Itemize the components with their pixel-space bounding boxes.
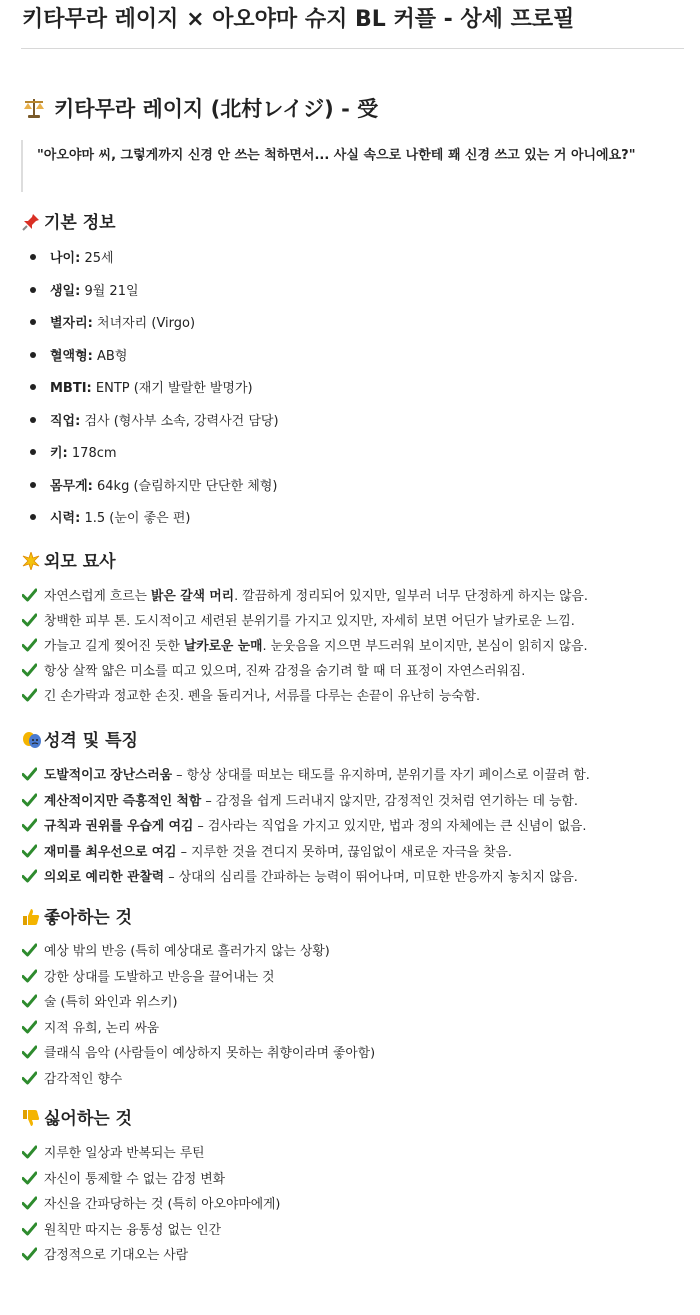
likes-item — [22, 992, 177, 1014]
appearance-text: 창백한 피부 톤. 도시적이고 세련된 분위기를 가지고 있지만, 자세히 보면 어딘가 날카로운 느낌. — [44, 614, 575, 629]
likes-text: 감각적인 향수 — [44, 1071, 123, 1087]
basic-info-value: 검사 (형사부 소속, 강력사건 담당) — [80, 413, 279, 429]
appearance-item — [22, 686, 480, 708]
appearance-text: 자연스럽게 흐르는 — [44, 589, 152, 604]
likes-item — [22, 1069, 122, 1091]
title-divider — [21, 48, 684, 49]
personality-trait: 의외로 예리한 관찰력 — [44, 870, 165, 885]
personality-description: – 감정을 쉽게 드러내지 않지만, 감정적인 것처럼 연기하는 데 능함. — [201, 793, 578, 809]
check-mark-icon — [22, 992, 44, 1014]
appearance-text: 긴 손가락과 정교한 손짓. 펜을 돌리거나, 서류를 다루는 손끝이 유난히 능숙함. — [44, 689, 481, 704]
appearance-heading: 외모 묘사 — [22, 549, 116, 575]
basic-info-item — [30, 508, 190, 530]
thumbs-up-icon — [22, 905, 44, 931]
basic-info-item — [30, 313, 195, 335]
bullet-dot — [30, 384, 36, 390]
personality-item — [22, 791, 578, 813]
personality-trait: 도발적이고 장난스러움 — [44, 768, 173, 783]
personality-description: – 지루한 것을 견디지 못하며, 끊임없이 새로운 자극을 찾음. — [176, 844, 512, 860]
basic-info-label: 시력: — [50, 511, 81, 526]
basic-info-label: 나이: — [50, 251, 81, 266]
pushpin-icon — [22, 210, 44, 236]
likes-item — [22, 1043, 375, 1065]
likes-text: 예상 밖의 반응 (특히 예상대로 흘러가지 않는 상황) — [44, 944, 330, 959]
dislikes-text: 원칙만 따지는 융통성 없는 인간 — [44, 1222, 221, 1238]
likes-heading: 좋아하는 것 — [22, 905, 132, 931]
dislikes-item — [22, 1169, 225, 1191]
balance-scale-icon — [22, 94, 54, 124]
basic-info-item — [30, 378, 253, 400]
check-mark-icon — [22, 661, 44, 683]
check-mark-icon — [22, 611, 44, 633]
likes-text: 술 (특히 와인과 위스키) — [44, 995, 178, 1010]
bullet-dot — [30, 417, 36, 423]
check-mark-icon — [22, 1143, 44, 1165]
basic-info-label: MBTI: — [50, 381, 92, 396]
basic-info-label: 별자리: — [50, 316, 93, 331]
personality-trait: 계산적이지만 즉흥적인 척함 — [44, 793, 202, 809]
check-mark-icon — [22, 1069, 44, 1091]
check-mark-icon — [22, 686, 44, 708]
personality-item — [22, 765, 590, 787]
check-mark-icon — [22, 842, 44, 864]
thumbs-down-icon — [22, 1106, 44, 1132]
basic-info-item — [30, 411, 279, 433]
dislikes-item — [22, 1143, 205, 1165]
check-mark-icon — [22, 765, 44, 787]
personality-description: – 상대의 심리를 간파하는 능력이 뛰어나며, 미묘한 반응까지 놓치지 않음. — [164, 870, 578, 885]
personality-item — [22, 816, 586, 838]
check-mark-icon — [22, 1220, 44, 1242]
personality-heading: 성격 및 특징 — [22, 728, 138, 754]
character-heading-text: 키타무라 레이지 (北村レイジ) - 受 — [54, 97, 379, 121]
dislikes-item — [22, 1245, 188, 1267]
check-mark-icon — [22, 967, 44, 989]
basic-info-value: 25세 — [80, 251, 114, 266]
bullet-dot — [30, 514, 36, 520]
dislikes-text: 지루한 일상과 반복되는 루틴 — [44, 1146, 205, 1161]
likes-text: 지적 유희, 논리 싸움 — [44, 1020, 160, 1036]
basic-info-value: 178cm — [67, 446, 117, 461]
appearance-highlight: 밝은 갈색 머리 — [151, 589, 235, 604]
personality-trait: 재미를 최우선으로 여김 — [44, 844, 177, 860]
basic-info-item — [30, 476, 277, 498]
appearance-text: 항상 살짝 얇은 미소를 띠고 있으며, 진짜 감정을 숨기려 할 때 더 표정이 자연스러워짐. — [44, 664, 526, 679]
basic-info-item — [30, 346, 127, 368]
basic-info-heading: 기본 정보 — [22, 210, 116, 236]
check-mark-icon — [22, 1043, 44, 1065]
check-mark-icon — [22, 586, 44, 608]
basic-info-value: 9월 21일 — [80, 283, 139, 299]
appearance-text: . 깔끔하게 정리되어 있지만, 일부러 너무 단정하게 하지는 않음. — [234, 589, 588, 604]
check-mark-icon — [22, 1245, 44, 1267]
check-mark-icon — [22, 1018, 44, 1040]
likes-item — [22, 1018, 159, 1040]
check-mark-icon — [22, 941, 44, 963]
check-mark-icon — [22, 867, 44, 889]
appearance-highlight: 날카로운 눈매 — [183, 639, 263, 654]
page-title: 키타무라 레이지 × 아오야마 슈지 BL 커플 - 상세 프로필 — [22, 7, 575, 32]
appearance-text: 가늘고 길게 찢어진 듯한 — [44, 639, 184, 654]
basic-info-label: 키: — [50, 446, 68, 461]
basic-info-value: AB형 — [92, 348, 128, 364]
theater-masks-icon — [22, 728, 44, 754]
sparkle-burst-icon — [22, 549, 44, 575]
personality-item — [22, 842, 512, 864]
basic-info-label: 혈액형: — [50, 348, 93, 364]
appearance-item — [22, 661, 525, 683]
personality-trait: 규칙과 권위를 우습게 여김 — [44, 819, 194, 834]
check-mark-icon — [22, 816, 44, 838]
check-mark-icon — [22, 636, 44, 658]
dislikes-text: 자신을 간파당하는 것 (특히 아오야마에게) — [44, 1197, 281, 1212]
basic-info-value: 처녀자리 (Virgo) — [92, 316, 196, 331]
basic-info-value: ENTP (재기 발랄한 발명가) — [91, 381, 253, 396]
likes-text: 클래식 음악 (사람들이 예상하지 못하는 취향이라며 좋아함) — [44, 1046, 376, 1061]
personality-item — [22, 867, 578, 889]
check-mark-icon — [22, 1169, 44, 1191]
likes-item — [22, 941, 330, 963]
character-quote: "아오야마 씨, 그렇게까지 신경 안 쓰는 척하면서... 사실 속으로 나한테 꽤 신경 쓰고 있는 거 아니에요?" — [21, 140, 683, 192]
appearance-item — [22, 611, 575, 633]
character-heading — [22, 94, 692, 124]
basic-info-value: 1.5 (눈이 좋은 편) — [80, 511, 191, 526]
dislikes-item — [22, 1220, 221, 1242]
bullet-dot — [30, 482, 36, 488]
dislikes-heading: 싫어하는 것 — [22, 1106, 132, 1132]
bullet-dot — [30, 352, 36, 358]
appearance-text: . 눈웃음을 지으면 부드러워 보이지만, 본심이 읽히지 않음. — [262, 639, 588, 654]
check-mark-icon — [22, 791, 44, 813]
personality-description: – 항상 상대를 떠보는 태도를 유지하며, 분위기를 자기 페이스로 이끌려 함. — [172, 768, 590, 783]
basic-info-label: 몸무게: — [50, 478, 93, 494]
personality-description: – 검사라는 직업을 가지고 있지만, 법과 정의 자체에는 큰 신념이 없음. — [193, 819, 587, 834]
bullet-dot — [30, 254, 36, 260]
basic-info-label: 직업: — [50, 413, 81, 429]
bullet-dot — [30, 319, 36, 325]
likes-text: 강한 상대를 도발하고 반응을 끌어내는 것 — [44, 969, 275, 985]
basic-info-label: 생일: — [50, 283, 81, 299]
dislikes-item — [22, 1194, 280, 1216]
basic-info-value: 64kg (슬림하지만 단단한 체형) — [92, 478, 278, 494]
likes-item — [22, 967, 275, 989]
dislikes-text: 자신이 통제할 수 없는 감정 변화 — [44, 1171, 226, 1187]
dislikes-text: 감정적으로 기대오는 사람 — [44, 1248, 189, 1263]
bullet-dot — [30, 449, 36, 455]
basic-info-item — [30, 443, 117, 465]
appearance-item — [22, 636, 588, 658]
check-mark-icon — [22, 1194, 44, 1216]
appearance-item — [22, 586, 588, 608]
basic-info-item — [30, 281, 139, 303]
bullet-dot — [30, 287, 36, 293]
basic-info-item — [30, 248, 114, 270]
